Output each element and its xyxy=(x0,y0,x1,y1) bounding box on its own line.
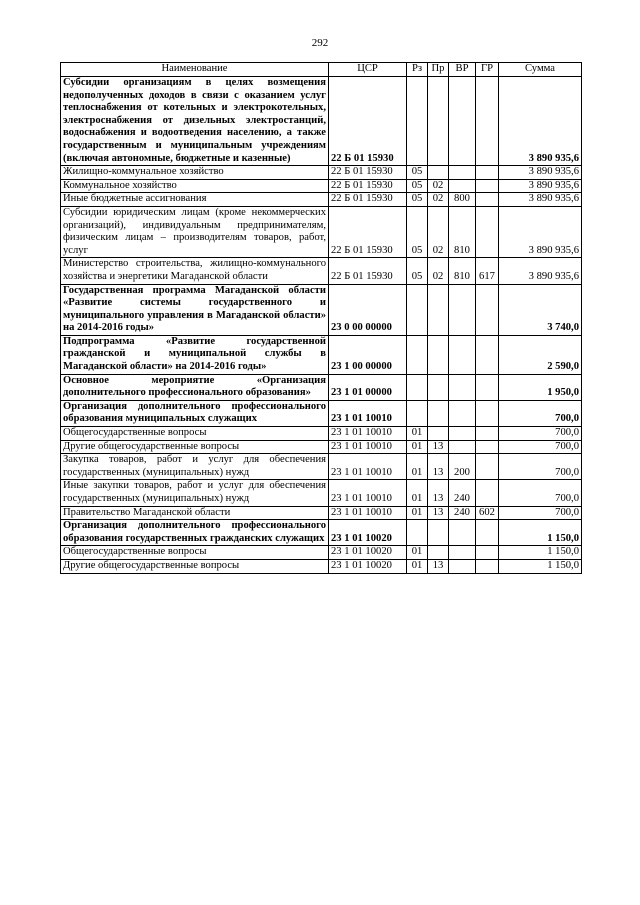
cell-sum: 2 590,0 xyxy=(499,335,582,374)
cell-rz: 01 xyxy=(407,440,428,454)
header-pr: Пр xyxy=(428,63,449,77)
cell-vr: 810 xyxy=(449,258,476,284)
cell-gr xyxy=(476,400,499,426)
cell-sum: 1 150,0 xyxy=(499,520,582,546)
cell-pr: 02 xyxy=(428,258,449,284)
cell-rz: 01 xyxy=(407,559,428,573)
cell-pr xyxy=(428,546,449,560)
cell-name: Другие общегосударственные вопросы xyxy=(61,440,329,454)
cell-name: Другие общегосударственные вопросы xyxy=(61,559,329,573)
table-row xyxy=(61,400,582,426)
cell-vr xyxy=(449,179,476,193)
cell-pr xyxy=(428,374,449,400)
cell-pr: 13 xyxy=(428,440,449,454)
cell-pr: 02 xyxy=(428,179,449,193)
cell-gr xyxy=(476,284,499,335)
cell-gr xyxy=(476,193,499,207)
cell-gr xyxy=(476,520,499,546)
cell-gr xyxy=(476,559,499,573)
cell-sum: 700,0 xyxy=(499,506,582,520)
cell-vr: 240 xyxy=(449,506,476,520)
header-name: Наименование xyxy=(61,63,329,77)
cell-csr: 23 1 01 00000 xyxy=(329,374,407,400)
cell-csr: 23 1 00 00000 xyxy=(329,335,407,374)
cell-rz: 01 xyxy=(407,506,428,520)
table-row xyxy=(61,193,582,207)
header-rz: Рз xyxy=(407,63,428,77)
cell-name: Закупка товаров, работ и услуг для обеспечения государственных (муниципальных) нужд xyxy=(61,454,329,480)
cell-gr xyxy=(476,166,499,180)
cell-rz: 01 xyxy=(407,427,428,441)
cell-name: Государственная программа Магаданской области «Развитие системы государственного и муниципального управления в Магаданской области» на 2014-2016 годы» xyxy=(61,284,329,335)
cell-csr: 22 Б 01 15930 xyxy=(329,206,407,257)
table-row xyxy=(61,284,582,335)
cell-csr: 22 Б 01 15930 xyxy=(329,179,407,193)
cell-vr xyxy=(449,284,476,335)
cell-pr: 02 xyxy=(428,206,449,257)
table-row xyxy=(61,258,582,284)
cell-vr xyxy=(449,400,476,426)
cell-vr: 240 xyxy=(449,480,476,506)
cell-gr xyxy=(476,77,499,166)
cell-sum: 3 740,0 xyxy=(499,284,582,335)
cell-rz xyxy=(407,520,428,546)
table-row xyxy=(61,374,582,400)
cell-name: Иные закупки товаров, работ и услуг для обеспечения государственных (муниципальных) нужд xyxy=(61,480,329,506)
cell-csr: 23 1 01 10010 xyxy=(329,506,407,520)
cell-sum: 1 150,0 xyxy=(499,559,582,573)
cell-rz xyxy=(407,335,428,374)
cell-name: Иные бюджетные ассигнования xyxy=(61,193,329,207)
cell-csr: 23 0 00 00000 xyxy=(329,284,407,335)
cell-gr xyxy=(476,427,499,441)
cell-sum: 3 890 935,6 xyxy=(499,166,582,180)
cell-gr xyxy=(476,454,499,480)
cell-csr: 22 Б 01 15930 xyxy=(329,258,407,284)
cell-vr xyxy=(449,546,476,560)
cell-vr xyxy=(449,520,476,546)
cell-pr xyxy=(428,520,449,546)
header-sum: Сумма xyxy=(499,63,582,77)
cell-name: Организация дополнительного профессионального образования муниципальных служащих xyxy=(61,400,329,426)
cell-csr: 23 1 01 10010 xyxy=(329,454,407,480)
cell-gr xyxy=(476,440,499,454)
cell-csr: 23 1 01 10010 xyxy=(329,427,407,441)
table-row xyxy=(61,454,582,480)
table-row xyxy=(61,179,582,193)
cell-csr: 23 1 01 10010 xyxy=(329,400,407,426)
table-row xyxy=(61,440,582,454)
cell-pr: 13 xyxy=(428,480,449,506)
table-row xyxy=(61,520,582,546)
budget-table xyxy=(60,62,582,574)
cell-sum: 3 890 935,6 xyxy=(499,206,582,257)
cell-sum: 3 890 935,6 xyxy=(499,179,582,193)
cell-rz: 05 xyxy=(407,193,428,207)
cell-sum: 3 890 935,6 xyxy=(499,258,582,284)
cell-vr: 200 xyxy=(449,454,476,480)
cell-gr xyxy=(476,374,499,400)
cell-pr xyxy=(428,284,449,335)
cell-name: Общегосударственные вопросы xyxy=(61,546,329,560)
cell-pr: 13 xyxy=(428,454,449,480)
cell-name: Субсидии юридическим лицам (кроме некоммерческих организаций), индивидуальным предпринимателям, физическим лицам – производителям товаров, работ, услуг xyxy=(61,206,329,257)
cell-gr: 617 xyxy=(476,258,499,284)
table-row xyxy=(61,206,582,257)
cell-rz xyxy=(407,284,428,335)
cell-vr xyxy=(449,77,476,166)
cell-pr xyxy=(428,77,449,166)
cell-name: Жилищно-коммунальное хозяйство xyxy=(61,166,329,180)
cell-vr: 810 xyxy=(449,206,476,257)
cell-sum: 700,0 xyxy=(499,454,582,480)
cell-pr: 13 xyxy=(428,506,449,520)
cell-csr: 23 1 01 10020 xyxy=(329,520,407,546)
cell-csr: 22 Б 01 15930 xyxy=(329,193,407,207)
cell-pr: 13 xyxy=(428,559,449,573)
table-body xyxy=(61,77,582,574)
cell-rz: 05 xyxy=(407,166,428,180)
cell-sum: 700,0 xyxy=(499,400,582,426)
table-row xyxy=(61,480,582,506)
cell-pr xyxy=(428,335,449,374)
table-row xyxy=(61,559,582,573)
table-row xyxy=(61,506,582,520)
cell-gr xyxy=(476,179,499,193)
cell-name: Правительство Магаданской области xyxy=(61,506,329,520)
cell-gr xyxy=(476,335,499,374)
cell-rz: 05 xyxy=(407,179,428,193)
cell-name: Общегосударственные вопросы xyxy=(61,427,329,441)
cell-name: Субсидии организациям в целях возмещения недополученных доходов в связи с оказанием услуг теплоснабжения от котельных и электрокотельных, электроснабжения от дизельных электростанций, водоснабжения и водоотведения населению, а также государственным и муниципальным учреждениям (включая автономные, бюджетные и казенные) xyxy=(61,77,329,166)
cell-gr xyxy=(476,546,499,560)
page-number: 292 xyxy=(311,37,329,49)
cell-csr: 23 1 01 10010 xyxy=(329,440,407,454)
cell-gr xyxy=(476,480,499,506)
cell-vr xyxy=(449,427,476,441)
cell-pr xyxy=(428,166,449,180)
header-vr: ВР xyxy=(449,63,476,77)
cell-vr: 800 xyxy=(449,193,476,207)
header-csr: ЦСР xyxy=(329,63,407,77)
table-row xyxy=(61,427,582,441)
cell-sum: 700,0 xyxy=(499,427,582,441)
table-row xyxy=(61,166,582,180)
cell-csr: 23 1 01 10020 xyxy=(329,546,407,560)
cell-rz xyxy=(407,374,428,400)
cell-csr: 23 1 01 10020 xyxy=(329,559,407,573)
header-gr: ГР xyxy=(476,63,499,77)
cell-name: Подпрограмма «Развитие государственной гражданской и муниципальной службы в Магаданской области» на 2014-2016 годы» xyxy=(61,335,329,374)
cell-gr: 602 xyxy=(476,506,499,520)
cell-csr: 23 1 01 10010 xyxy=(329,480,407,506)
cell-rz xyxy=(407,77,428,166)
table-row xyxy=(61,77,582,166)
cell-rz: 05 xyxy=(407,206,428,257)
cell-vr xyxy=(449,166,476,180)
cell-sum: 3 890 935,6 xyxy=(499,77,582,166)
cell-csr: 22 Б 01 15930 xyxy=(329,77,407,166)
table-row xyxy=(61,335,582,374)
cell-sum: 700,0 xyxy=(499,480,582,506)
cell-rz: 01 xyxy=(407,480,428,506)
cell-pr xyxy=(428,400,449,426)
cell-name: Основное мероприятие «Организация дополнительного профессионального образования» xyxy=(61,374,329,400)
cell-rz xyxy=(407,400,428,426)
cell-sum: 3 890 935,6 xyxy=(499,193,582,207)
cell-rz: 01 xyxy=(407,454,428,480)
cell-csr: 22 Б 01 15930 xyxy=(329,166,407,180)
cell-vr xyxy=(449,559,476,573)
cell-gr xyxy=(476,206,499,257)
cell-sum: 700,0 xyxy=(499,440,582,454)
cell-pr xyxy=(428,427,449,441)
cell-vr xyxy=(449,335,476,374)
cell-name: Министерство строительства, жилищно-коммунального хозяйства и энергетики Магаданской области xyxy=(61,258,329,284)
table-row xyxy=(61,546,582,560)
cell-sum: 1 150,0 xyxy=(499,546,582,560)
cell-rz: 01 xyxy=(407,546,428,560)
cell-vr xyxy=(449,374,476,400)
cell-name: Организация дополнительного профессионального образования государственных гражданских служащих xyxy=(61,520,329,546)
table-header-row xyxy=(61,63,582,77)
cell-sum: 1 950,0 xyxy=(499,374,582,400)
cell-pr: 02 xyxy=(428,193,449,207)
cell-name: Коммунальное хозяйство xyxy=(61,179,329,193)
cell-rz: 05 xyxy=(407,258,428,284)
cell-vr xyxy=(449,440,476,454)
